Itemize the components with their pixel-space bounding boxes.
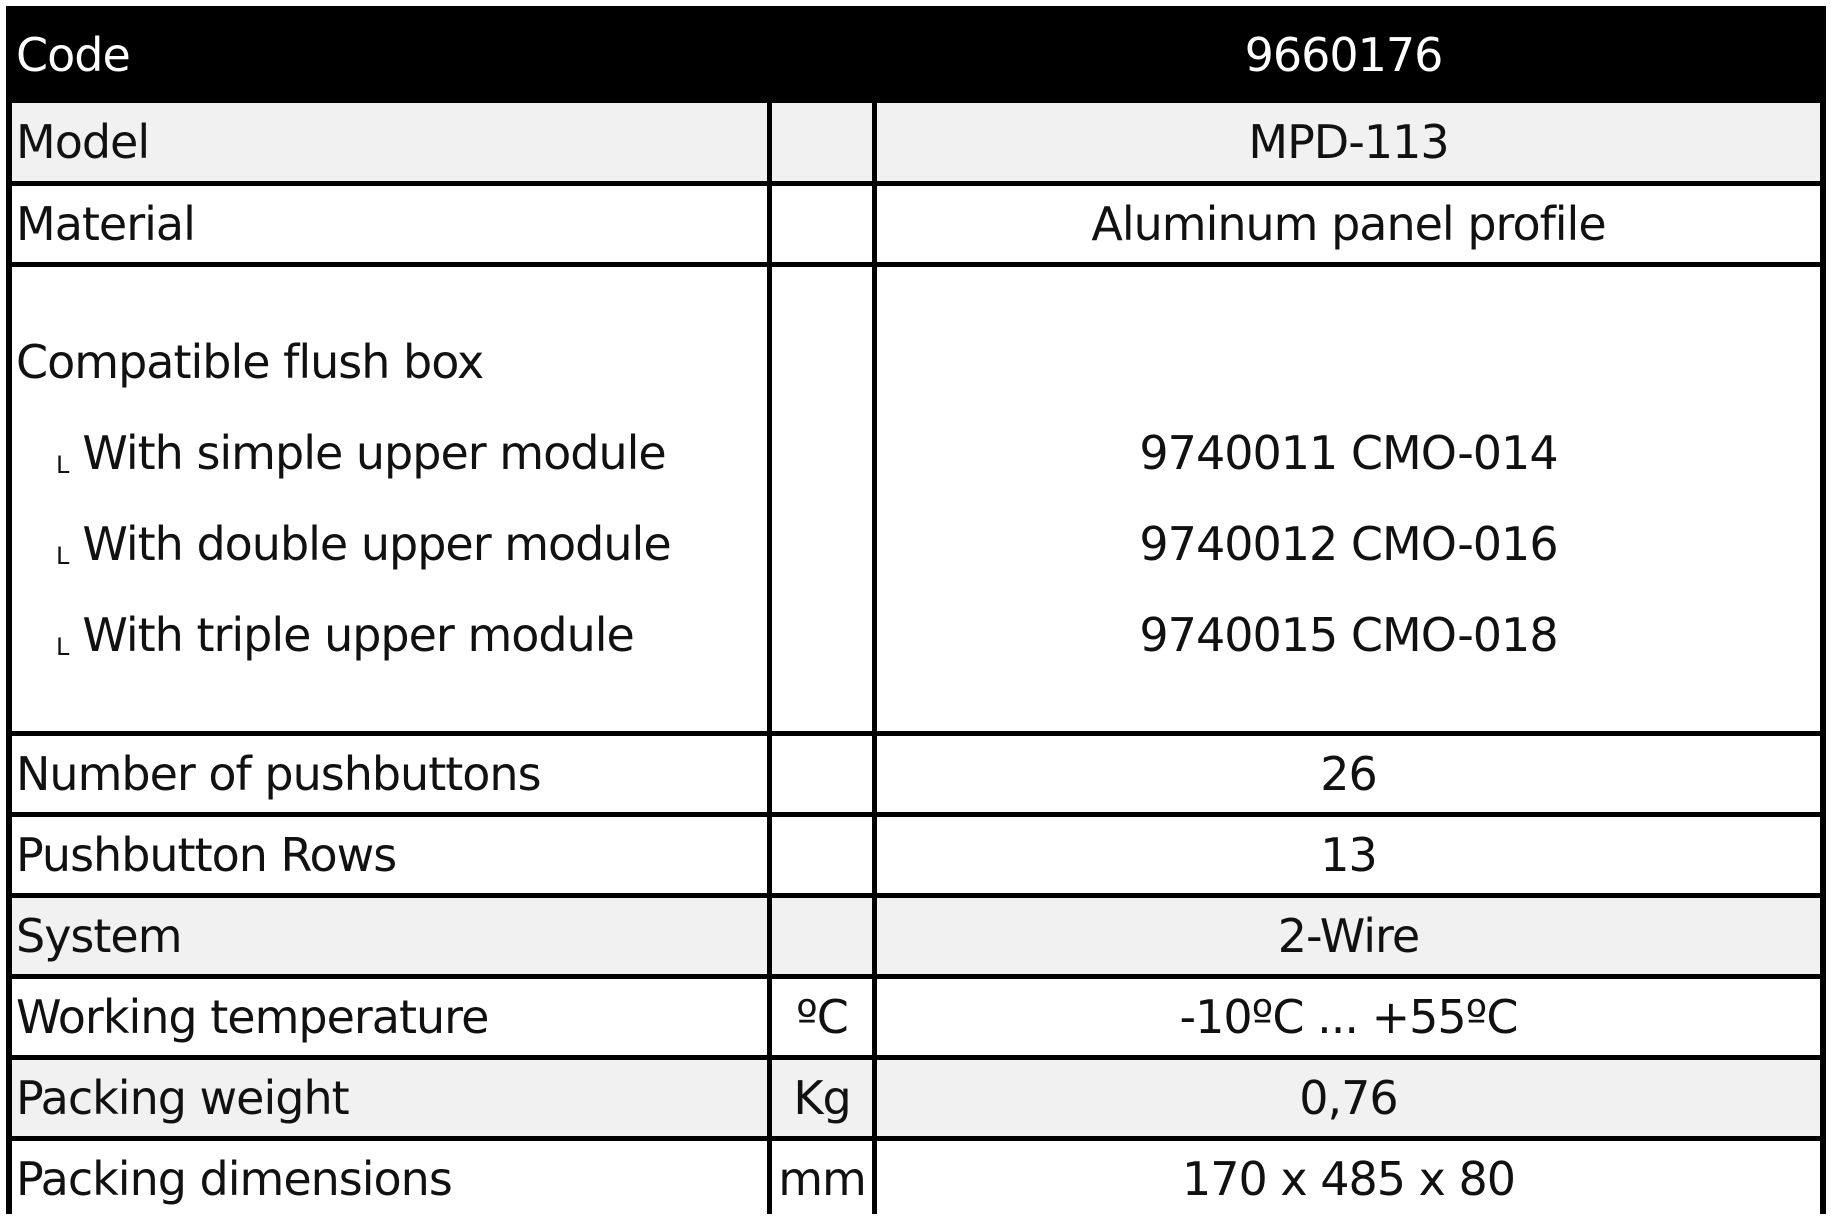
flush-box-item-value: 9740015 CMO-018 <box>1139 608 1558 662</box>
working-temperature-value: -10ºC ... +55ºC <box>877 979 1820 1055</box>
flush-box-item-label: With simple upper module <box>82 426 666 480</box>
model-unit <box>772 103 872 181</box>
packing-weight-label: Packing weight <box>12 1060 767 1136</box>
pushbutton-rows-value: 13 <box>877 817 1820 893</box>
material-value: Aluminum panel profile <box>877 186 1820 262</box>
packing-dimensions-label: Packing dimensions <box>12 1141 767 1217</box>
system-value: 2-Wire <box>877 898 1820 974</box>
pushbuttons-value: 26 <box>877 736 1820 812</box>
flush-box-item-value: 9740011 CMO-014 <box>1139 426 1558 480</box>
sub-item-marker: L <box>56 633 69 661</box>
code-label: Code <box>16 28 130 82</box>
flush-box-label: Compatible flush box <box>16 335 484 389</box>
flush-box-item-value: 9740012 CMO-016 <box>1139 517 1558 571</box>
flush-box-item <box>16 590 634 681</box>
pushbuttons-label: Number of pushbuttons <box>12 736 767 812</box>
pushbutton-rows-unit <box>772 817 872 893</box>
system-unit <box>772 898 872 974</box>
packing-dimensions-value: 170 x 485 x 80 <box>877 1141 1820 1217</box>
code-value: 9660176 <box>1244 28 1443 82</box>
working-temperature-label: Working temperature <box>12 979 767 1055</box>
flush-box-item-label: With double upper module <box>82 517 671 571</box>
sub-item-marker: L <box>56 451 69 479</box>
sub-item-marker: L <box>56 542 69 570</box>
material-unit <box>772 186 872 262</box>
flush-box-unit <box>772 267 872 731</box>
flush-box-label-cell <box>12 267 767 731</box>
flush-box-item <box>16 499 671 590</box>
material-label: Material <box>12 186 767 262</box>
model-label: Model <box>12 103 767 181</box>
packing-weight-unit: Kg <box>772 1060 872 1136</box>
pushbuttons-unit <box>772 736 872 812</box>
system-label: System <box>12 898 767 974</box>
model-value: MPD-113 <box>877 103 1820 181</box>
pushbutton-rows-label: Pushbutton Rows <box>12 817 767 893</box>
packing-dimensions-unit: mm <box>772 1141 872 1217</box>
spec-table <box>6 6 1826 1214</box>
table-header-row <box>12 12 1820 98</box>
flush-box-item-label: With triple upper module <box>82 608 634 662</box>
working-temperature-unit: ºC <box>772 979 872 1055</box>
flush-box-item <box>16 408 666 499</box>
flush-box-value-cell <box>877 267 1820 731</box>
packing-weight-value: 0,76 <box>877 1060 1820 1136</box>
